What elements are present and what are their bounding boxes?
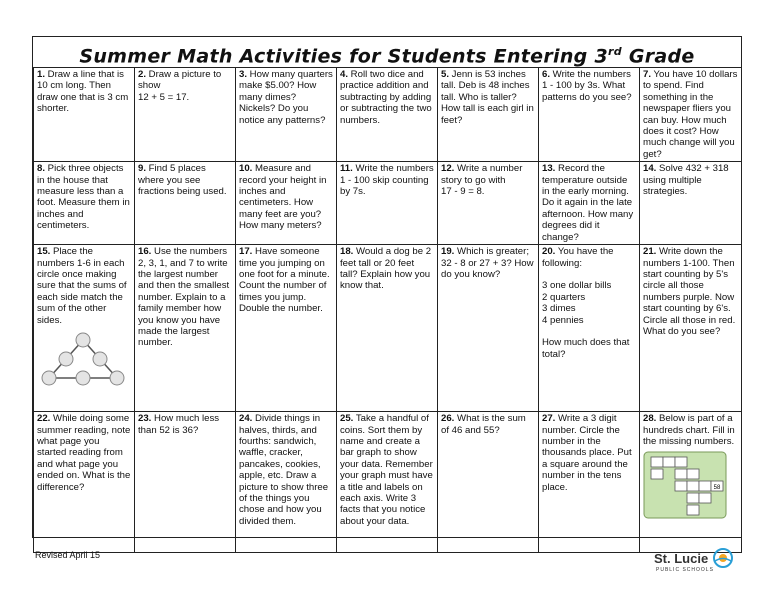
- activity-description: How many quarters make $5.00? How many dimes? Nickels? Do you notice any patterns?: [239, 69, 333, 126]
- activity-text: [643, 413, 738, 447]
- activity-number: 1.: [37, 69, 46, 80]
- activity-number: 10.: [239, 163, 253, 175]
- number-circle: [93, 352, 107, 366]
- activity-description: Draw a picture to show 12 + 5 = 17.: [138, 69, 222, 103]
- activity-cell: [236, 162, 337, 245]
- revision-note: Revised April 15: [35, 550, 101, 560]
- activity-text: [239, 246, 333, 314]
- chart-box: [687, 493, 699, 503]
- activity-cell: [34, 68, 135, 162]
- activity-text: [643, 246, 738, 337]
- activity-number: 6.: [542, 69, 551, 80]
- activity-description: Write a number story to go with 17 - 9 = 8.: [441, 163, 523, 198]
- activity-description: Pick three objects in the house that measure less than a foot. Measure them in inches and centimeters.: [37, 163, 130, 232]
- activity-number: 4.: [340, 69, 349, 80]
- activity-cell: [337, 162, 438, 245]
- activity-description: Write the numbers 1 - 100 by 3s. What patterns do you see?: [542, 69, 632, 103]
- activity-number: 9.: [138, 163, 147, 175]
- activity-text: [542, 246, 636, 360]
- activity-description: Take a handful of coins. Sort them by name and create a bar graph to show your data. Remember your graph must have a title and labels on each axis. Write 3 facts that you notice about your data.: [340, 413, 433, 527]
- activity-text: [37, 413, 131, 493]
- activity-cell: [640, 245, 742, 412]
- activity-number: 22.: [37, 413, 51, 425]
- activity-cell: [640, 68, 742, 162]
- activity-description: Place the numbers 1-6 in each circle once making sure that the sums of each side match the sum of the other sides.: [37, 246, 127, 326]
- activity-cell: [34, 412, 135, 553]
- activity-number: 14.: [643, 163, 657, 175]
- activity-number: 3.: [239, 69, 248, 80]
- number-circle: [110, 371, 124, 385]
- activity-cell: [438, 245, 539, 412]
- activity-row: [34, 412, 742, 553]
- activity-number: 23.: [138, 413, 152, 425]
- activity-text: [340, 163, 434, 197]
- title-main: Summer Math Activities for Students Entering 3: [79, 45, 609, 68]
- activity-description: Below is part of a hundreds chart. Fill in the missing numbers.: [643, 413, 735, 447]
- activity-text: [441, 69, 535, 126]
- activity-text: [542, 163, 636, 243]
- number-circle: [76, 333, 90, 347]
- activity-cell: [236, 412, 337, 553]
- chart-box: [651, 457, 663, 467]
- activity-number: 21.: [643, 246, 657, 258]
- activity-text: [138, 246, 232, 349]
- activity-description: How much less than 52 is 36?: [138, 413, 220, 436]
- activity-text: [643, 163, 738, 197]
- number-circle: [42, 371, 56, 385]
- number-circle: [59, 352, 73, 366]
- activity-text: [239, 69, 333, 126]
- activity-text: [37, 246, 131, 326]
- activity-number: 7.: [643, 69, 652, 80]
- activity-description: What is the sum of 46 and 55?: [441, 413, 526, 436]
- activity-cell: [539, 412, 640, 553]
- activity-text: [138, 163, 232, 197]
- activity-number: 18.: [340, 246, 354, 258]
- activity-cell: [34, 245, 135, 412]
- activity-cell: [337, 68, 438, 162]
- activity-text: [340, 413, 434, 527]
- activity-number: 26.: [441, 413, 455, 425]
- activity-description: Would a dog be 2 feet tall or 20 feet tall? Explain how you know that.: [340, 246, 432, 292]
- activity-text: [542, 413, 636, 493]
- hundreds-chart-fragment: [643, 451, 727, 519]
- page-title: [33, 45, 741, 67]
- district-logo: [650, 545, 740, 579]
- number-circle: [76, 371, 90, 385]
- activity-row: [34, 245, 742, 412]
- activity-text: [441, 413, 535, 436]
- activity-description: Solve 432 + 318 using multiple strategies.: [643, 163, 729, 198]
- logo-name: St. Lucie: [654, 551, 709, 566]
- activity-description: Draw a line that is 10 cm long. Then draw one that is 3 cm shorter.: [37, 69, 129, 115]
- activity-text: [138, 413, 232, 436]
- activity-number: 5.: [441, 69, 450, 80]
- activity-text: [643, 69, 738, 160]
- activity-cell: [640, 162, 742, 245]
- activity-cell: [438, 412, 539, 553]
- chart-box: [687, 505, 699, 515]
- activity-number: 24.: [239, 413, 253, 425]
- chart-box: [675, 469, 687, 479]
- activity-text: [239, 413, 333, 527]
- activity-cell: [135, 412, 236, 553]
- activity-description: Divide things in halves, thirds, and fourths: sandwich, waffle, cracker, pancakes, cookies, apple, etc. Draw a picture to show three of the things you chose and how you divided them.: [239, 413, 329, 527]
- activity-description: Write a 3 digit number. Circle the number in the thousands place. Put a square around the number in the tens place.: [542, 413, 632, 493]
- chart-known-number: 58: [713, 485, 721, 492]
- activity-description: Roll two dice and practice addition and subtracting by adding or subtracting the two numbers.: [340, 69, 432, 126]
- activity-text: [138, 69, 232, 103]
- activity-cell: [640, 412, 742, 553]
- chart-box: [663, 457, 675, 467]
- activity-cell: [236, 245, 337, 412]
- activity-description: While doing some summer reading, note what page you started reading from and what page you ended on. What is the difference?: [37, 413, 131, 493]
- activity-text: [441, 163, 535, 197]
- activity-description: Write down the numbers 1-100. Then start counting by 5's circle all those numbers purple. Now start counting by 6's. Circle all those in red. What do you see?: [643, 246, 736, 337]
- activity-row: [34, 68, 742, 162]
- activity-text: [37, 69, 131, 115]
- logo-subtitle: PUBLIC SCHOOLS: [656, 567, 714, 573]
- activity-cell: [135, 68, 236, 162]
- activity-cell: [539, 162, 640, 245]
- chart-box: [675, 481, 687, 491]
- chart-box: [699, 493, 711, 503]
- sun-wave-icon: [712, 547, 734, 569]
- activity-number: 11.: [340, 163, 353, 175]
- activity-cell: [337, 412, 438, 553]
- activity-text: [37, 163, 131, 231]
- activity-description: You have 10 dollars to spend. Find something in the newspaper fliers you can buy. How much does it cost? How much change will you get?: [643, 69, 738, 160]
- title-end: Grade: [621, 45, 695, 68]
- activity-description: Jenn is 53 inches tall. Deb is 48 inches tall. Who is taller? How tall is each girl in feet?: [441, 69, 534, 126]
- chart-box: [687, 481, 699, 491]
- activity-number: 28.: [643, 413, 657, 425]
- chart-box: [699, 481, 711, 491]
- chart-box: [687, 469, 699, 479]
- activity-cell: [539, 245, 640, 412]
- activity-description: Find 5 places where you see fractions being used.: [138, 163, 227, 198]
- activity-cell: [438, 162, 539, 245]
- activity-number: 25.: [340, 413, 354, 425]
- activity-description: Measure and record your height in inches and centimeters. How many feet are you? How many meters?: [239, 163, 327, 232]
- activity-number: 27.: [542, 413, 556, 425]
- activity-calendar: [32, 36, 742, 538]
- activity-cell: [539, 68, 640, 162]
- title-superscript: rd: [608, 45, 622, 58]
- activity-cell: [337, 245, 438, 412]
- activity-description: Which is greater; 32 - 8 or 27 + 3? How do you know?: [441, 246, 534, 280]
- chart-box: [651, 469, 663, 479]
- activity-number: 20.: [542, 246, 556, 258]
- activity-number: 2.: [138, 69, 147, 80]
- activity-description: Use the numbers 2, 3, 1, and 7 to write the largest number and then the smallest number. Explain to a family member how you know you have made the largest number.: [138, 246, 230, 349]
- activity-text: [340, 246, 434, 292]
- activity-number: 12.: [441, 163, 455, 175]
- activity-number: 19.: [441, 246, 455, 258]
- activities-grid: [33, 67, 742, 553]
- activity-text: [340, 69, 434, 126]
- activity-description: Have someone time you jumping on one foot for a minute. Count the number of times you jump. Double the number.: [239, 246, 330, 315]
- activity-number: 16.: [138, 246, 152, 258]
- activity-number: 15.: [37, 246, 51, 258]
- activity-row: [34, 162, 742, 245]
- activity-text: [441, 246, 535, 280]
- circle-house-diagram: [37, 332, 129, 388]
- activity-cell: [34, 162, 135, 245]
- activity-description: You have the following: 3 one dollar bills 2 quarters 3 dimes 4 pennies How much does that total?: [542, 246, 630, 360]
- chart-box: [675, 457, 687, 467]
- activity-number: 13.: [542, 163, 556, 175]
- activity-number: 17.: [239, 246, 253, 258]
- activity-text: [542, 69, 636, 103]
- activity-description: Record the temperature outside in the early morning. Do it again in the late afternoon. How many degrees did it change?: [542, 163, 634, 243]
- activity-cell: [438, 68, 539, 162]
- activity-description: Write the numbers 1 - 100 skip counting by 7s.: [340, 163, 434, 198]
- activity-number: 8.: [37, 163, 46, 175]
- activity-cell: [135, 245, 236, 412]
- activity-text: [239, 163, 333, 231]
- activity-cell: [236, 68, 337, 162]
- activity-cell: [135, 162, 236, 245]
